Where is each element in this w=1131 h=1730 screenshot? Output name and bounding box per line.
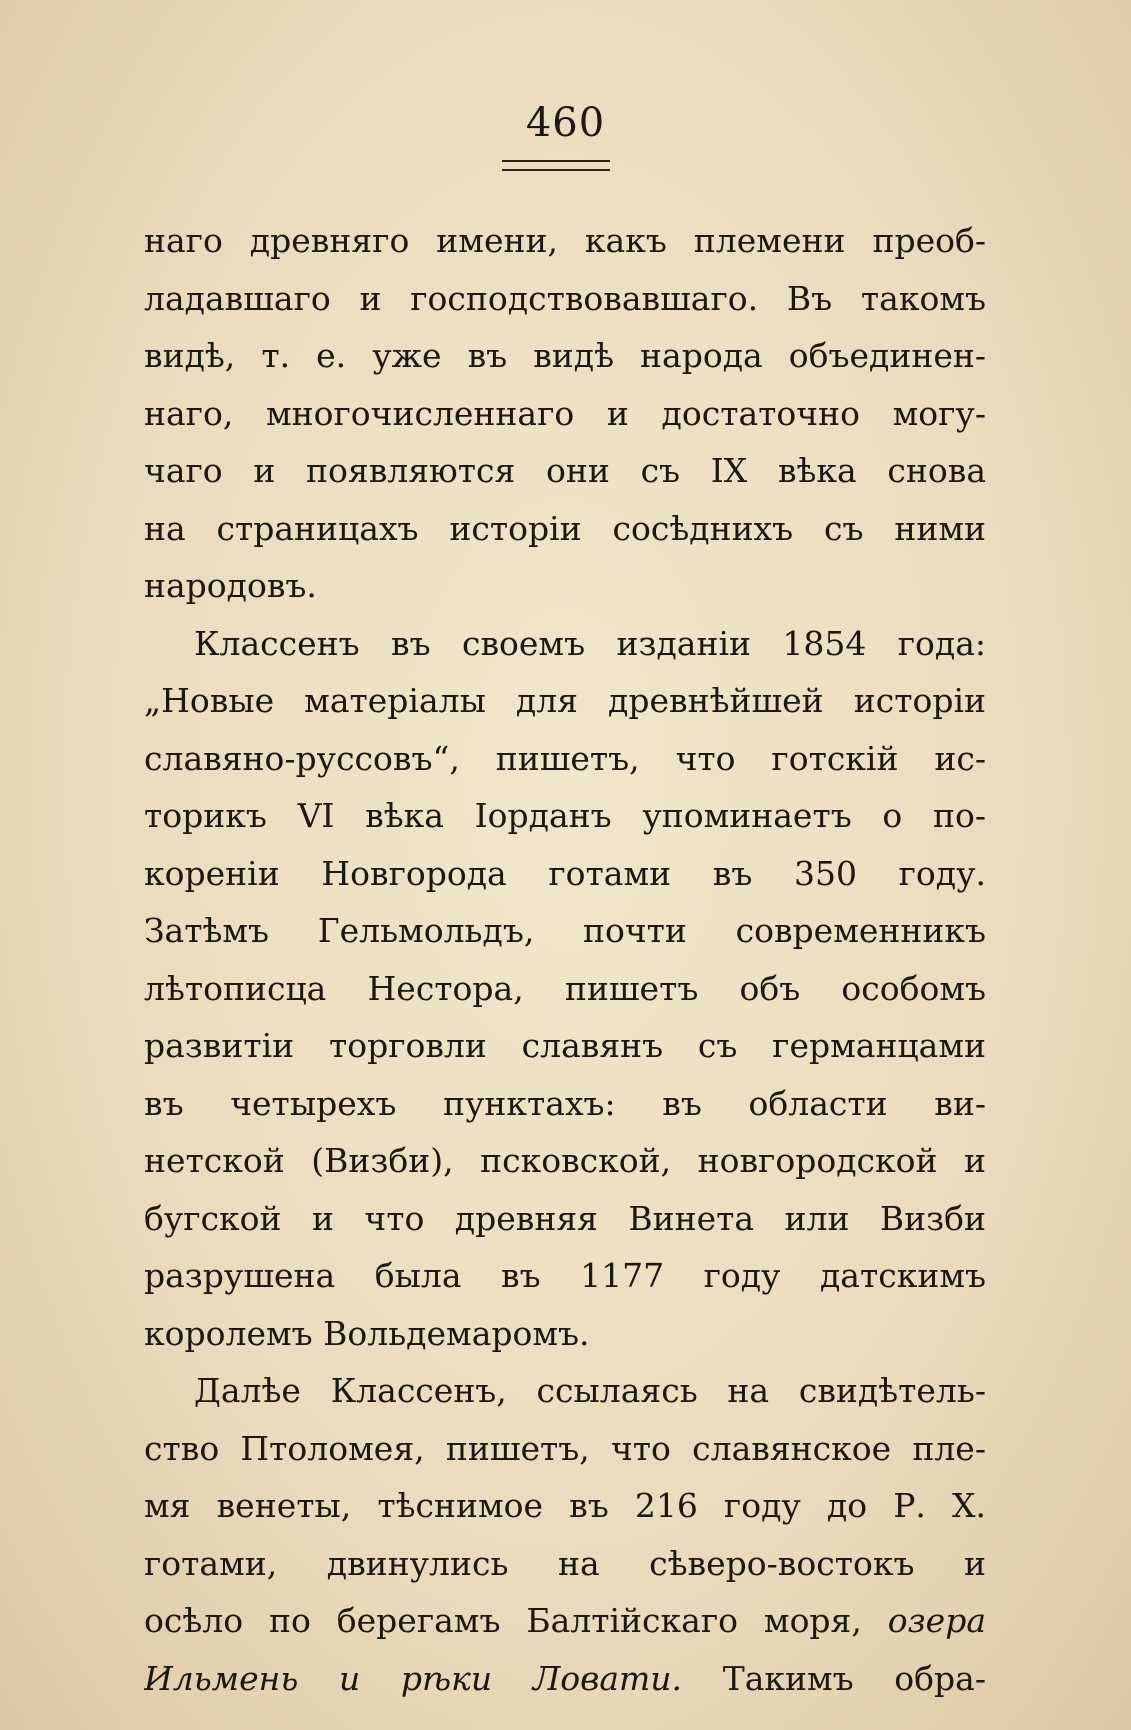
double-rule-divider: [502, 160, 610, 171]
text-line: въ четырехъ пунктахъ: въ области ви-: [144, 1083, 986, 1123]
italic-segment: Ильмень и рѣки Ловати.: [144, 1658, 683, 1698]
text-line: королемъ Вольдемаромъ.: [144, 1313, 590, 1353]
text-line: разрушена была въ 1177 году датскимъ: [144, 1256, 986, 1295]
text-segment: осѣло по берегамъ Балтійскаго моря,: [144, 1601, 862, 1640]
text-line: лѣтописца Нестора, пишетъ объ особомъ: [144, 968, 986, 1008]
text-line-with-emphasis: [144, 1592, 986, 1650]
text-line: Классенъ въ своемъ изданіи 1854 года:: [194, 623, 986, 663]
text-segment: Такимъ обра-: [722, 1658, 986, 1698]
text-line: наго древняго имени, какъ племени преоб-: [144, 221, 986, 260]
text-line: на страницахъ исторіи сосѣднихъ съ ними: [144, 508, 986, 548]
text-line: народовъ.: [144, 566, 317, 605]
text-line: готами, двинулись на сѣверо-востокъ и: [144, 1543, 986, 1583]
text-line: бугской и что древняя Винета или Визби: [144, 1198, 986, 1238]
text-line: видѣ, т. е. уже въ видѣ народа объединен-: [144, 336, 986, 375]
text-line: ство Птоломея, пишетъ, что славянское пле-: [144, 1428, 986, 1468]
text-line: торикъ VI вѣка Іорданъ упоминаетъ о по-: [144, 796, 986, 835]
text-line: нетской (Визби), псковской, новгородской и: [144, 1141, 986, 1180]
page-number: 460: [525, 100, 606, 146]
body-text: [144, 212, 986, 1707]
text-line: наго, многочисленнаго и достаточно могу-: [144, 393, 986, 433]
text-line: Далѣе Классенъ, ссылаясь на свидѣтель-: [194, 1371, 986, 1410]
text-line: „Новые матеріалы для древнѣйшей исторіи: [144, 681, 986, 720]
text-line: кореніи Новгорода готами въ 350 году.: [144, 853, 986, 893]
text-line: славяно-руссовъ“, пишетъ, что готскій ис-: [144, 738, 986, 778]
text-line-with-emphasis: [144, 1650, 986, 1708]
text-line: ладавшаго и господствовавшаго. Въ такомъ: [144, 278, 986, 318]
italic-segment: озера: [887, 1601, 986, 1640]
text-line: Затѣмъ Гельмольдъ, почти современникъ: [144, 911, 986, 950]
text-line: чаго и появляются они съ IX вѣка снова: [144, 451, 986, 490]
text-line: мя венеты, тѣснимое въ 216 году до Р. Х.: [144, 1486, 986, 1525]
text-line: развитіи торговли славянъ съ германцами: [144, 1026, 986, 1065]
